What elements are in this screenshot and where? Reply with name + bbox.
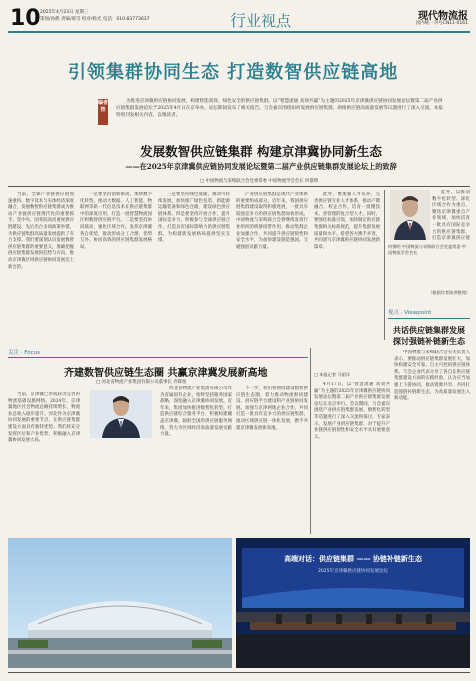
main-article-col-3: 三是要坚持绿色低碳，推动可持续发展。加快推广绿色包装、新能源运输装备和绿色仓储，建设绿色供应链体系。四是要坚持开放合作，提升国际竞争力。积极参与全球供应链合作，打造具有国际影响力的供应链集群，为构建新发展格局提供坚实支撑。 bbox=[158, 192, 230, 244]
forum-stage-photo bbox=[236, 538, 470, 668]
focus-label: 关注 · Focus bbox=[8, 350, 40, 356]
paper-registration: 国内统一刊号CN11-0161 bbox=[415, 21, 468, 26]
bottom-rule bbox=[8, 672, 470, 673]
viewpoint-rule bbox=[388, 318, 470, 319]
editor-note-text: 为推进京津冀供应链协同发展，构建智能高效、绿色安全的供应链集群，以“智慧流通 高效共赢”为主题的2025年京津冀供应链协同发展论坛暨第二届产业供应链集群发展论坛于2025年4月日在京举办。论坛期间发布了相关报告，与会嘉宾围绕如何发展供应链集群、助推供应链高质量发展等议题进行了深入交流。本报特别刊发相关内容，以飨读者。 bbox=[116, 99, 443, 118]
focus-byline: □ 河北省物流产业集团有限公司董事长 乔辉煌 bbox=[96, 380, 187, 385]
main-article-col-2: 一是要坚持创新驱动，加快数字化转型。推动大数据、人工智能、物联网等新一代信息技术在供应链集群中的深度应用，打造一批智慧物流园区和数智供应链平台。二是要坚持协同联动，强化区域合作。发挥京津冀各自优势，推动形成分工合理、优势互补、协同高效的供应链集群发展格局。 bbox=[80, 192, 152, 250]
viewpoint-col-2: 中国物流与采购联合会有关负责人表示，要推动供应链集群发展壮大，加快构建安全可靠、自主可控的供应链体系。与会企业代表分享了各自在供应链集群建设方面的实践经验，认为应当加强上下游协同，推动资源共享，共同打造强链补链新生态，为高质量发展注入新动能。 bbox=[394, 350, 470, 402]
issue-date: 2025年4月23日 星期三 bbox=[40, 10, 89, 15]
banner-subtitle: 2025年京津冀供应链协同发展论坛 bbox=[318, 569, 388, 574]
main-article-title: 发展数智供应链集群 构建京津冀协同新生态 bbox=[140, 144, 382, 159]
main-article-col-1: 当前，全球产业链供应链加速重构，数字技术与实体经济深度融合，发展数智供应链集群成为推动产业链供应链现代化的重要抓手。党中央、国务院高度重视供应链建设，先后出台多项政策举措，为供应链集群高质量发展提供了有力支撑。我们要深刻认识发展数智供应链集群的重要意义，准确把握供应链集群发展的趋势与方向，推动京津冀区域供应链协同发展迈上新台阶。 bbox=[8, 192, 74, 270]
editor-credits: 策划/孙鹤 责编/郝雪 校对/杨光 电话：010-83773637 bbox=[40, 17, 150, 22]
section-name bbox=[230, 8, 291, 31]
main-article-subtitle: ——在2025年京津冀供应链协同发展论坛暨第二届产业供应链集群发展论坛上的致辞 bbox=[125, 162, 397, 171]
main-article-col-5: 此外，要加强人才培养，完善供应链专业人才体系，推动产教融合、校企合作，培育一批懂技术、善管理的复合型人才。同时，要强化标准引领，加快制定供应链集群相关标准规范，提升集群发展质量和水平。希望各方携手并进，共同谱写京津冀供应链协同发展新篇章。 bbox=[314, 192, 380, 250]
page-header bbox=[8, 6, 470, 34]
editor-note-badge: 编者按 bbox=[98, 99, 108, 125]
page-number: 10 bbox=[10, 6, 41, 31]
viewpoint-byline: □ 本报记者 马丽洋 bbox=[314, 372, 350, 377]
focus-col-3: 下一步，我们将围绕建设数智供应链生态圈，着力推动物流枢纽建设、供应链平台建设和产业链协同发展。加强与京津两地企业合作，共同打造一批具有竞争力的供应链集群，推动区域供应链一体化发展，携手共建京津冀发展新高地。 bbox=[236, 386, 308, 431]
column-divider bbox=[310, 348, 311, 534]
portrait-qiao-huihuang bbox=[90, 390, 152, 438]
section-rest: 业视点 bbox=[246, 12, 292, 30]
title-divider bbox=[8, 186, 470, 187]
focus-title: 齐建数智供应链生态圈 共赢京津冀发展新高地 bbox=[64, 368, 268, 379]
column-divider bbox=[384, 190, 385, 340]
portrait-caption: 何黎明 中国物流与采购联合会党委常委 中国物流学会会长 bbox=[388, 244, 467, 255]
venue-photo bbox=[8, 538, 232, 668]
header-rule bbox=[8, 31, 470, 33]
portrait-source-note: （根据作者演讲整理） bbox=[428, 290, 470, 295]
paper-name: 现代物流报 bbox=[418, 11, 468, 22]
banner-title: 高端对话：供应链集群 —— 协链补链新生态 bbox=[284, 555, 422, 563]
viewpoint-title: 共话供应链集群发展 探讨强链补链新生态 bbox=[393, 326, 465, 346]
portrait-side-text: 此外，以推动数字化转型、深化区域合作为重点，聚焦京津冀重点产业领域，加快培育一批具有国际竞争力的供应链集群，打造京津冀供应链 bbox=[432, 190, 470, 242]
focus-col-2: 河北省物流产业集团有限公司作为省属国有企业，始终坚持服务国家战略，深度融入京津冀协同发展。近年来，集团加快推进数智化转型，打造供应链综合服务平台，积极构建覆盖京津冀、辐射全国的供应链服务网络，努力为区域经济高质量发展贡献力量。 bbox=[160, 386, 232, 438]
focus-rule bbox=[8, 357, 308, 358]
viewpoint-label: 视点 · Viewpoint bbox=[388, 310, 432, 316]
focus-col-1: 当前，京津冀已形成较为完善的物流基础设施网络。2024年，京津冀地区社会物流总额持续增长，物流业总收入稳步提升。河北作为京津冀协同发展的重要节点，在供应链集群建设方面具有独特优势。我们将充分发挥区位和产业优势，积极融入京津冀协同发展大局。 bbox=[8, 392, 80, 444]
portrait-he-liming bbox=[390, 190, 430, 240]
page-headline: 引领集群协同生态 打造数智供应链高地 bbox=[68, 62, 399, 83]
viewpoint-col-1: 4月17日，以“智慧流通 高效共赢”为主题的2025年京津冀供应链协同发展论坛暨第二届产业供应链集群发展论坛在北京举行。会议期间，与会嘉宾围绕产业供应链集群发展、数智化转型等话题进行了深入交流和探讨。专家表示，发展产业供应链集群，对于提升产业链供应链韧性和安全水平具有重要意义。 bbox=[314, 382, 390, 440]
main-article-byline: □ 中国物流与采购联合会党委常委 中国物流学会会长 何黎明 bbox=[200, 179, 319, 184]
section-first-char: 行 bbox=[230, 11, 247, 30]
main-article-col-4: 产业供应链集群是现代产业体系的重要组成部分。近年来，我国供应链集群建设取得积极进展，一批具有较强竞争力的供应链集群加快形成。中国物流与采购联合会将继续发挥行业组织的桥梁纽带作用，推动集群企业加强合作，共同提升供应链韧性和安全水平，为加快建设制造强国、交通强国贡献力量。 bbox=[236, 192, 308, 250]
